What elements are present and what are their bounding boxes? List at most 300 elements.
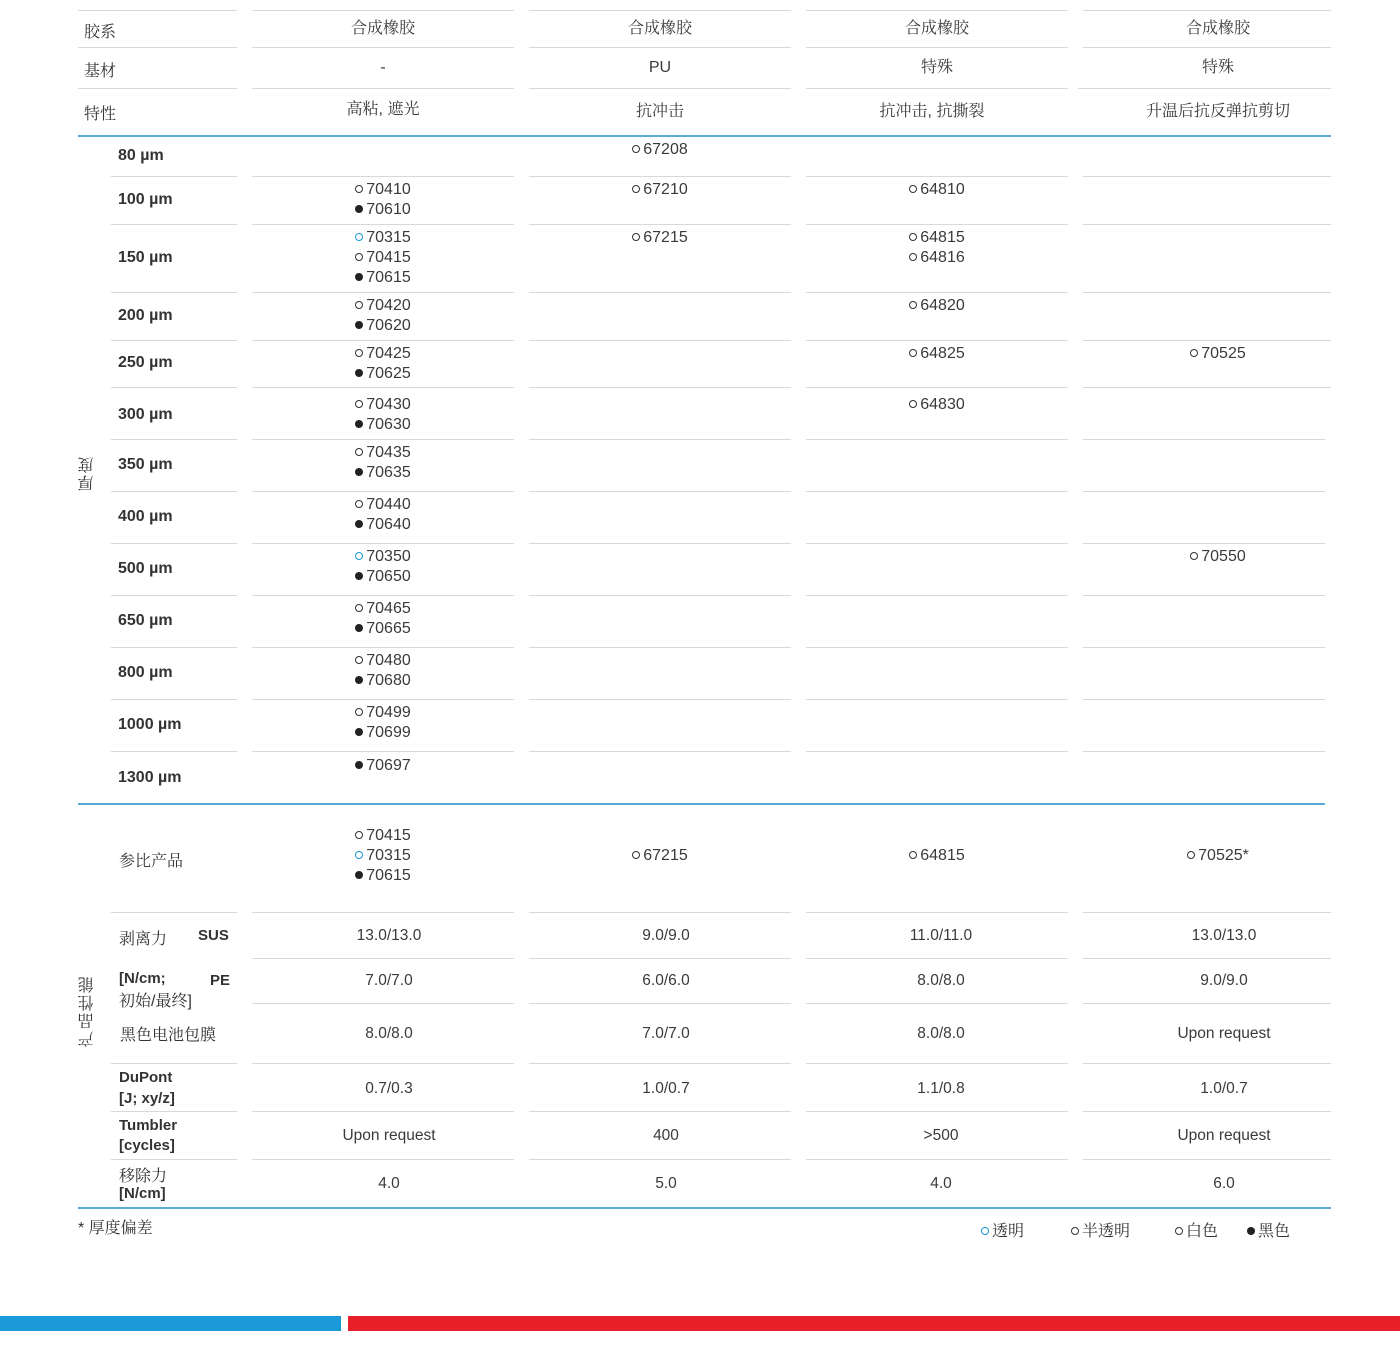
circle-outline-icon — [355, 500, 363, 508]
product-code-text: 70350 — [366, 548, 411, 565]
product-code — [252, 248, 514, 268]
product-code-text: 70615 — [366, 867, 411, 884]
product-code — [529, 846, 791, 866]
circle-outline-icon — [355, 604, 363, 612]
peel-unit-line1: [N/cm; — [119, 970, 166, 987]
product-code — [1083, 547, 1353, 567]
rule — [529, 647, 791, 648]
product-code — [252, 228, 514, 248]
rule — [529, 88, 791, 89]
product-code — [806, 248, 1068, 268]
rule — [806, 751, 1068, 752]
rule — [529, 751, 791, 752]
rule — [1083, 387, 1331, 388]
circle-outline-icon — [909, 851, 917, 859]
rule — [1083, 751, 1325, 752]
product-code-text: 67215 — [643, 229, 688, 246]
rule — [111, 595, 237, 596]
product-cell — [252, 228, 514, 288]
rule — [529, 340, 791, 341]
performance-value: Upon request — [342, 1127, 436, 1144]
product-cell — [1083, 344, 1353, 364]
circle-outline-icon — [355, 185, 363, 193]
header-substrate-col1: - — [380, 59, 386, 76]
rule — [529, 595, 791, 596]
performance-value: 8.0/8.0 — [917, 1025, 965, 1042]
product-code-text: 70435 — [366, 444, 411, 461]
rule — [252, 1159, 514, 1160]
product-code-text: 64820 — [920, 297, 965, 314]
product-cell — [529, 846, 791, 866]
product-cell — [252, 296, 514, 336]
legend-label: 半透明 — [1082, 1223, 1131, 1240]
product-code-text: 67210 — [643, 181, 688, 198]
rule — [111, 1063, 237, 1064]
rule — [529, 1159, 791, 1160]
product-cell — [1083, 547, 1353, 567]
rule — [111, 699, 237, 700]
header-adhesive-col4: 合成橡胶 — [1185, 20, 1250, 37]
circle-outline-icon — [355, 851, 363, 859]
circle-outline-icon — [909, 349, 917, 357]
performance-value: 11.0/11.0 — [909, 927, 973, 944]
product-code-text: 64830 — [920, 396, 965, 413]
rule — [252, 47, 514, 48]
peel-sub-sus: SUS — [198, 927, 229, 944]
product-code — [252, 180, 514, 200]
circle-filled-icon — [355, 321, 363, 329]
legend-white — [1175, 1218, 1218, 1241]
product-cell — [806, 344, 1068, 364]
thickness-label: 300 µm — [118, 406, 173, 423]
legend-label: 黑色 — [1258, 1223, 1291, 1240]
product-code-text: 70640 — [366, 516, 411, 533]
performance-value: Upon request — [1177, 1025, 1271, 1042]
circle-outline-icon — [355, 349, 363, 357]
rule — [252, 1111, 514, 1112]
rule — [252, 1063, 514, 1064]
product-code-text: 70425 — [366, 345, 411, 362]
circle-outline-icon — [355, 400, 363, 408]
rule — [252, 292, 514, 293]
rule — [111, 543, 237, 544]
performance-value: 4.0 — [930, 1175, 952, 1192]
product-code — [252, 651, 514, 671]
product-code — [252, 515, 514, 535]
thickness-label: 500 µm — [118, 560, 173, 577]
circle-outline-icon — [355, 708, 363, 716]
product-cell — [252, 180, 514, 220]
rule — [111, 292, 237, 293]
performance-value: 9.0/9.0 — [642, 927, 690, 944]
tumbler-unit: [cycles] — [119, 1137, 175, 1154]
rule — [806, 1063, 1068, 1064]
product-cell — [1083, 846, 1353, 866]
legend-label: 白色 — [1186, 1223, 1219, 1240]
performance-value: 1.0/0.7 — [642, 1080, 690, 1097]
product-code — [806, 344, 1068, 364]
product-cell — [252, 344, 514, 384]
removal-force-label: 移除力 — [119, 1168, 168, 1185]
product-code-text: 70410 — [366, 181, 411, 198]
legend-black — [1247, 1218, 1290, 1241]
circle-outline-icon — [909, 400, 917, 408]
peel-force-label: 剥离力 — [119, 931, 168, 948]
circle-outline-icon — [355, 301, 363, 309]
product-code-text: 70680 — [366, 672, 411, 689]
circle-outline-icon — [909, 185, 917, 193]
product-code-text: 70615 — [366, 269, 411, 286]
rule — [111, 912, 237, 913]
rule — [252, 699, 514, 700]
product-cell — [806, 395, 1068, 415]
rule — [529, 491, 791, 492]
product-code — [252, 671, 514, 691]
product-cell — [252, 599, 514, 639]
performance-value: 7.0/7.0 — [365, 972, 413, 989]
header-label-substrate: 基材 — [84, 63, 117, 80]
circle-outline-icon — [355, 656, 363, 664]
product-code — [252, 619, 514, 639]
circle-filled-icon — [355, 205, 363, 213]
circle-filled-icon — [355, 761, 363, 769]
section-divider-bottom — [78, 1207, 1331, 1209]
section-divider-top — [78, 135, 1331, 137]
header-property-col3: 抗冲击, 抗撕裂 — [879, 103, 985, 120]
thickness-label: 1000 µm — [118, 716, 182, 733]
rule — [252, 340, 514, 341]
rule — [529, 10, 791, 11]
dupont-unit: [J; xy/z] — [119, 1090, 175, 1107]
rule — [1083, 340, 1331, 341]
rule — [111, 176, 237, 177]
circle-outline-icon — [909, 233, 917, 241]
circle-outline-icon — [1071, 1227, 1079, 1235]
tumbler-label: Tumbler — [119, 1117, 178, 1134]
circle-filled-icon — [355, 369, 363, 377]
circle-outline-icon — [632, 145, 640, 153]
product-cell — [252, 756, 514, 776]
rule — [252, 1003, 514, 1004]
product-code-text: 70315 — [366, 229, 411, 246]
rule — [111, 751, 237, 752]
performance-value: 4.0 — [378, 1175, 400, 1192]
rule — [806, 387, 1068, 388]
product-cell — [529, 180, 791, 200]
product-code — [252, 268, 514, 288]
product-code — [806, 180, 1068, 200]
circle-outline-icon — [632, 233, 640, 241]
product-code-text: 70650 — [366, 568, 411, 585]
product-code — [806, 296, 1068, 316]
peel-unit-line2: 初始/最终] — [119, 993, 192, 1010]
rule — [806, 1159, 1068, 1160]
rule — [78, 47, 237, 48]
circle-filled-icon — [1247, 1227, 1255, 1235]
circle-outline-icon — [1190, 552, 1198, 560]
product-code-text: 67208 — [643, 141, 688, 158]
circle-filled-icon — [355, 468, 363, 476]
rule — [1083, 1111, 1331, 1112]
thickness-label: 400 µm — [118, 508, 173, 525]
product-code-text: 70625 — [366, 365, 411, 382]
product-code-text: 70315 — [366, 847, 411, 864]
rule — [111, 1111, 237, 1112]
rule — [529, 912, 791, 913]
rule — [806, 292, 1068, 293]
header-substrate-col3: 特殊 — [920, 59, 953, 76]
product-code — [529, 180, 791, 200]
rule — [806, 1003, 1068, 1004]
circle-outline-icon — [355, 448, 363, 456]
performance-value: 6.0 — [1213, 1175, 1235, 1192]
performance-value: >500 — [923, 1127, 959, 1144]
thickness-label: 800 µm — [118, 664, 173, 681]
product-code-text: 70420 — [366, 297, 411, 314]
product-code — [252, 443, 514, 463]
product-code-text: 70630 — [366, 416, 411, 433]
header-adhesive-col2: 合成橡胶 — [627, 20, 692, 37]
product-cell — [252, 651, 514, 691]
thickness-label: 350 µm — [118, 456, 173, 473]
product-code-text: 64815 — [920, 847, 965, 864]
rule — [1083, 912, 1331, 913]
rule — [529, 47, 791, 48]
circle-filled-icon — [355, 728, 363, 736]
product-code-text: 64816 — [920, 249, 965, 266]
performance-value: 9.0/9.0 — [1200, 972, 1248, 989]
product-code — [252, 703, 514, 723]
rule — [529, 387, 791, 388]
product-cell — [529, 228, 791, 248]
rule — [806, 699, 1068, 700]
product-code — [252, 200, 514, 220]
product-code — [252, 395, 514, 415]
performance-value: 5.0 — [655, 1175, 677, 1192]
rule — [252, 176, 514, 177]
rule — [1083, 595, 1325, 596]
rule — [529, 439, 791, 440]
product-code-text: 64810 — [920, 181, 965, 198]
product-code-text: 70525* — [1198, 847, 1249, 864]
peel-sub-pe: PE — [210, 972, 231, 989]
circle-filled-icon — [355, 520, 363, 528]
section-divider-middle — [78, 803, 1325, 805]
product-code-text: 70499 — [366, 704, 411, 721]
rule — [806, 224, 1068, 225]
performance-value: 13.0/13.0 — [1191, 927, 1257, 944]
peel-sub-black-film: 黑色电池包膜 — [120, 1027, 217, 1044]
rule — [1083, 1003, 1331, 1004]
product-code-text: 70699 — [366, 724, 411, 741]
performance-value: 8.0/8.0 — [917, 972, 965, 989]
rule — [1083, 647, 1325, 648]
product-cell — [252, 547, 514, 587]
product-code-text: 64815 — [920, 229, 965, 246]
rule — [1083, 958, 1331, 959]
performance-value: Upon request — [1177, 1127, 1271, 1144]
product-code — [529, 228, 791, 248]
rule — [806, 10, 1068, 11]
rule — [529, 958, 791, 959]
rule — [529, 176, 791, 177]
thickness-label: 1300 µm — [118, 769, 182, 786]
thickness-label: 150 µm — [118, 249, 173, 266]
rule — [111, 647, 237, 648]
circle-filled-icon — [355, 676, 363, 684]
product-code — [252, 723, 514, 743]
header-substrate-col4: 特殊 — [1201, 59, 1234, 76]
rule — [252, 751, 514, 752]
reference-product-label: 参比产品 — [119, 853, 184, 870]
rule — [806, 47, 1068, 48]
product-code — [252, 296, 514, 316]
circle-outline-icon — [1190, 349, 1198, 357]
rule — [252, 439, 514, 440]
product-code — [252, 599, 514, 619]
circle-outline-icon — [632, 185, 640, 193]
product-cell — [252, 443, 514, 483]
performance-value: 1.1/0.8 — [917, 1080, 965, 1097]
thickness-label: 80 µm — [118, 147, 164, 164]
product-code — [1083, 846, 1353, 866]
performance-value: 7.0/7.0 — [642, 1025, 690, 1042]
rule — [1083, 439, 1325, 440]
rule — [1083, 47, 1331, 48]
circle-clear-icon — [981, 1227, 989, 1235]
product-cell — [252, 395, 514, 435]
legend-clear — [981, 1218, 1024, 1241]
product-code — [252, 316, 514, 336]
product-code — [252, 567, 514, 587]
rule — [252, 224, 514, 225]
rule — [529, 543, 791, 544]
rule — [252, 387, 514, 388]
product-code — [252, 344, 514, 364]
rule — [252, 543, 514, 544]
product-code — [806, 846, 1068, 866]
product-cell — [806, 228, 1068, 268]
product-cell — [806, 846, 1068, 866]
rule — [806, 595, 1068, 596]
rule — [529, 224, 791, 225]
rule — [1083, 176, 1331, 177]
performance-value: 1.0/0.7 — [1200, 1080, 1248, 1097]
performance-value: 6.0/6.0 — [642, 972, 690, 989]
product-code — [806, 228, 1068, 248]
product-code — [252, 846, 514, 866]
product-code-text: 70415 — [366, 249, 411, 266]
header-adhesive-col3: 合成橡胶 — [904, 20, 969, 37]
rule — [529, 699, 791, 700]
product-code-text: 70430 — [366, 396, 411, 413]
header-adhesive-col1: 合成橡胶 — [350, 20, 415, 37]
product-code-text: 70610 — [366, 201, 411, 218]
rule — [252, 10, 514, 11]
product-code — [252, 756, 514, 776]
product-code-text: 70697 — [366, 757, 411, 774]
thickness-label: 200 µm — [118, 307, 173, 324]
product-code — [252, 495, 514, 515]
product-code — [252, 463, 514, 483]
rule — [1083, 292, 1331, 293]
circle-outline-icon — [1175, 1227, 1183, 1235]
product-code-text: 70635 — [366, 464, 411, 481]
rule — [806, 491, 1068, 492]
performance-value: 13.0/13.0 — [356, 927, 422, 944]
header-property-col4: 升温后抗反弹抗剪切 — [1145, 103, 1290, 120]
product-code-text: 70665 — [366, 620, 411, 637]
thickness-label: 650 µm — [118, 612, 173, 629]
rule — [111, 439, 237, 440]
rule — [78, 88, 237, 89]
circle-outline-icon — [909, 301, 917, 309]
footnote: * 厚度偏差 — [78, 1220, 153, 1237]
rule — [252, 595, 514, 596]
product-code — [252, 866, 514, 886]
rule — [806, 88, 1068, 89]
rule — [1078, 88, 1331, 89]
rule — [529, 1111, 791, 1112]
rule — [806, 912, 1068, 913]
legend-translucent — [1071, 1218, 1130, 1241]
thickness-label: 250 µm — [118, 354, 173, 371]
product-cell — [252, 826, 514, 886]
thickness-label: 100 µm — [118, 191, 173, 208]
product-code — [529, 140, 791, 160]
legend-label: 透明 — [992, 1223, 1025, 1240]
product-code-text: 67215 — [643, 847, 688, 864]
rule — [252, 912, 514, 913]
header-property-col2: 抗冲击 — [635, 103, 684, 120]
rule — [529, 292, 791, 293]
performance-value: 0.7/0.3 — [365, 1080, 413, 1097]
product-code — [1083, 344, 1353, 364]
product-cell — [252, 495, 514, 535]
header-label-property: 特性 — [84, 106, 117, 123]
circle-outline-icon — [909, 253, 917, 261]
header-substrate-col2: PU — [648, 59, 672, 76]
rule — [78, 10, 237, 11]
circle-filled-icon — [355, 572, 363, 580]
rule — [111, 340, 237, 341]
rule — [806, 1111, 1068, 1112]
product-code — [252, 547, 514, 567]
circle-outline-icon — [1187, 851, 1195, 859]
circle-filled-icon — [355, 624, 363, 632]
circle-outline-icon — [355, 552, 363, 560]
rule — [1083, 1063, 1331, 1064]
performance-value: 400 — [653, 1127, 679, 1144]
circle-filled-icon — [355, 871, 363, 879]
rule — [111, 387, 237, 388]
rule — [252, 491, 514, 492]
circle-filled-icon — [355, 420, 363, 428]
performance-group-label: 产品性能 — [79, 975, 96, 1047]
product-code-text: 70415 — [366, 827, 411, 844]
rule — [252, 958, 514, 959]
rule — [806, 176, 1068, 177]
rule — [1083, 224, 1331, 225]
rule — [111, 491, 237, 492]
product-code-text: 70525 — [1201, 345, 1246, 362]
product-code — [252, 826, 514, 846]
rule — [1083, 10, 1331, 11]
rule — [1083, 1159, 1331, 1160]
rule — [111, 1159, 237, 1160]
product-code — [806, 395, 1068, 415]
rule — [252, 647, 514, 648]
